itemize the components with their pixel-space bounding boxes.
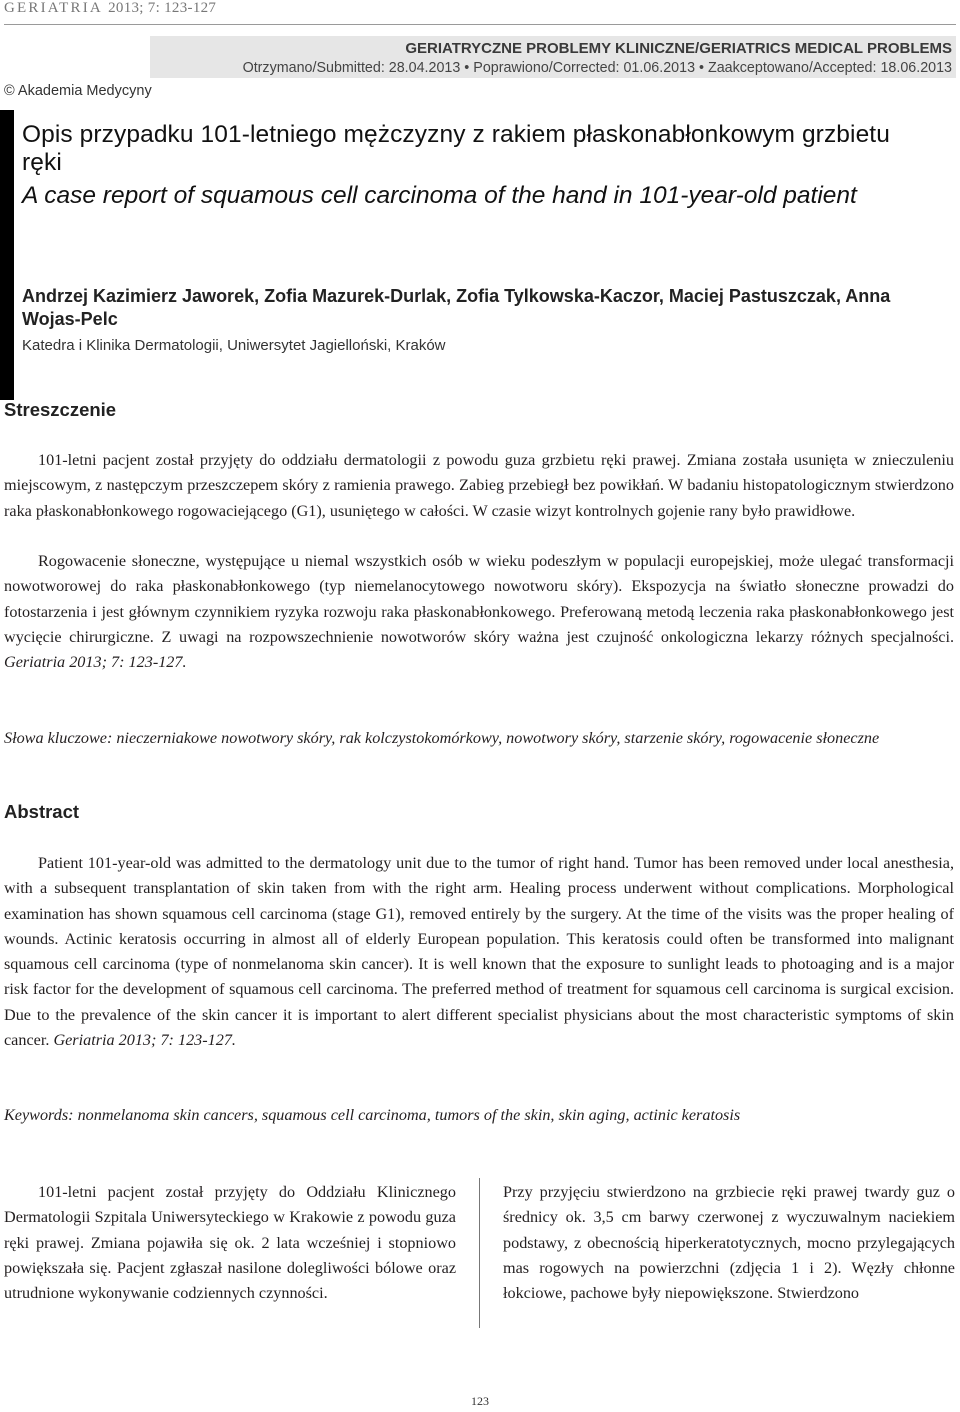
keywords-english: Keywords: nonmelanoma skin cancers, squamous cell carcinoma, tumors of the skin, skin aging, actinic keratosis — [4, 1106, 741, 1124]
streszczenie-paragraph-2-text: Rogowacenie słoneczne, występujące u niemal wszystkich osób w wieku podeszłym w populacji europejskiej, może ulegać transformacji nowotworowej do raka płaskonabłonkowego (typ niemelanocytowego nowotworu skóry). Ekspozycja na światło słoneczne prowadzi do fotostarzenia i jest głównym czynnikiem ryzyka rozwoju raka płaskonabłonkowego. Preferowaną metodą leczenia raka płaskonabłonkowego jest wycięcie chirurgiczne. Z uwagi na rozpowszechnienie nowotworów skóry ważna jest czujność onkologiczna lekarzy różnych specjalności. — [4, 552, 954, 646]
streszczenie-paragraph-2 — [4, 549, 954, 675]
page-number: 123 — [471, 1394, 489, 1408]
copyright-notice: © Akademia Medycyny — [4, 83, 152, 99]
streszczenie-heading: Streszczenie — [4, 399, 117, 420]
column-divider — [479, 1178, 480, 1328]
body-column-right: Przy przyjęciu stwierdzono na grzbiecie ręki prawej twardy guz o średnicy ok. 3,5 cm barwy czerwonej z wyczuwalnym naciekiem podstawy, z obecnością hiperkeratotycznych, mocno przylegających mas rogowych na powierzchni (zdjęcia 1 i 2). Węzły chłonne łokciowe, pachowe były niepowiększone. Stwierdzono — [503, 1183, 955, 1303]
article-category: GERIATRYCZNE PROBLEMY KLINICZNE/GERIATRICS MEDICAL PROBLEMS — [405, 40, 952, 57]
streszczenie-citation: Geriatria 2013; 7: 123-127. — [4, 653, 187, 672]
running-head — [4, 0, 216, 17]
submission-dates: Otrzymano/Submitted: 28.04.2013 • Poprawiono/Corrected: 01.06.2013 • Zaakceptowano/Accepted: 18.06.2013 — [242, 60, 952, 76]
abstract-paragraph-text: Patient 101-year-old was admitted to the dermatology unit due to the tumor of right hand. Tumor has been removed under local anesthesia, with a subsequent transplantation of skin taken from with the right arm. Healing process underwent without complications. Morphological examination has shown squamous cell carcinoma (stage G1), removed entirely by the surgery. At the time of the visits was the proper healing of wounds. Actinic keratosis occurring in almost all of elderly European population. This keratosis could often be transformed into malignant squamous cell carcinoma (type of nonmelanoma skin cancer). It is well known that the exposure to sunlight leads to photoaging and is a major risk factor for the development of squamous cell carcinoma. The preferred method of treatment for squamous cell carcinoma is surgical excision. Due to the prevalence of the skin cancer it is important to alert different specialist physicians about the most characteristic symptoms of skin cancer. — [4, 854, 954, 1050]
journal-citation: 2013; 7: 123-127 — [108, 0, 217, 16]
title-accent-bar — [0, 110, 14, 400]
abstract-heading: Abstract — [4, 801, 80, 822]
keywords-polish: Słowa kluczowe: nieczerniakowe nowotwory skóry, rak kolczystokomórkowy, nowotwory skóry, starzenie skóry, rogowacenie słoneczne — [4, 729, 880, 747]
streszczenie-paragraph-1: 101-letni pacjent został przyjęty do oddziału dermatologii z powodu guza grzbietu ręki prawej. Zmiana została usunięta w znieczuleniu miejscowym, z następczym przeszczepem skóry z ramienia prawego. Zabieg przebiegł bez powikłań. W badaniu histopatologicznym stwierdzono raka płaskonabłonkowego rogowaciejącego (G1), usuniętego w całości. W czasie wizyt kontrolnych gojenie rany było prawidłowe. — [4, 451, 954, 520]
abstract-citation: Geriatria 2013; 7: 123-127. — [53, 1031, 236, 1050]
body-column-left: 101-letni pacjent został przyjęty do Oddziału Klinicznego Dermatologii Szpitala Uniwersyteckiego w Krakowie z powodu guza ręki prawej. Zmiana pojawiła się ok. 2 lata wcześniej i stopniowo powiększała się. Pacjent zgłaszał nasilone dolegliwości bólowe oraz utrudnione wykonywanie codziennych czynności. — [4, 1183, 456, 1303]
author-list: Andrzej Kazimierz Jaworek, Zofia Mazurek-Durlak, Zofia Tylkowska-Kaczor, Maciej Pastuszczak, Anna Wojas-Pelc — [22, 286, 891, 329]
title-english: A case report of squamous cell carcinoma of the hand in 101-year-old patient — [22, 182, 857, 209]
title-polish: Opis przypadku 101-letniego mężczyzny z rakiem płaskonabłonkowym grzbietu ręki — [22, 121, 890, 176]
affiliation: Katedra i Klinika Dermatologii, Uniwersytet Jagielloński, Kraków — [22, 337, 446, 354]
abstract-paragraph — [4, 851, 954, 1053]
header-rule — [4, 24, 956, 25]
journal-name: GERIATRIA — [4, 0, 103, 16]
